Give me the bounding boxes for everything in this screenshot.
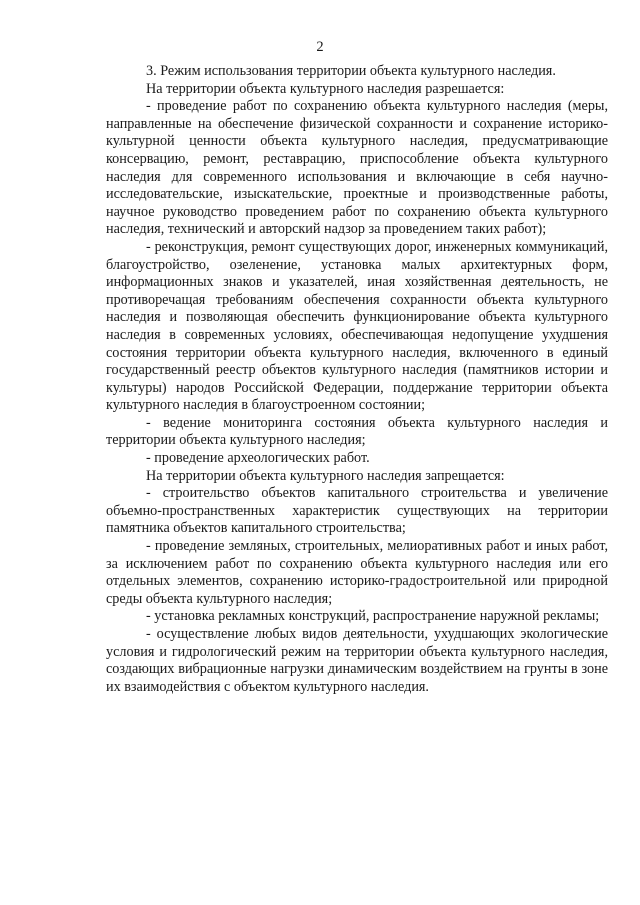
prohibited-item: - установка рекламных конструкций, распространение наружной рекламы;	[146, 608, 600, 625]
permitted-intro: На территории объекта культурного наследия разрешается:	[146, 80, 505, 97]
prohibited-intro: На территории объекта культурного наследия запрещается:	[146, 467, 505, 484]
document-body	[106, 63, 608, 696]
section-heading: 3. Режим использования территории объекта культурного наследия.	[146, 63, 556, 79]
page-number: 2	[316, 39, 324, 55]
permitted-item: - реконструкция, ремонт существующих дорог, инженерных коммуникаций, благоустройство, озеленение, установка малых архитектурных форм, информационных знаков и указателей, иная хозяйственная деятельность, не противоречащая требованиям обеспечения сохранности объекта культурного наследия и позволяющая обеспечить функционирование объекта культурного наследия в современных условиях, обеспечивающая недопущение ухудшения состояния территории объекта культурного наследия, включенного в единый государственный реестр объектов культурного наследия (памятников истории и культуры) народов Российской Федерации, поддержание территории объекта культурного наследия в благоустроенном состоянии;	[106, 238, 608, 414]
permitted-item: - ведение мониторинга состояния объекта культурного наследия и территории объекта культурного наследия;	[106, 414, 608, 449]
prohibited-item: - строительство объектов капитального строительства и увеличение объемно-пространственных характеристик существующих на территории памятника объектов капитального строительства;	[106, 485, 608, 537]
prohibited-item: - осуществление любых видов деятельности, ухудшающих экологические условия и гидрологический режим на территории объекта культурного наследия, создающих вибрационные нагрузки динамическим воздействием на грунты в зоне их взаимодействия с объектом культурного наследия.	[106, 626, 608, 695]
permitted-item: - проведение археологических работ.	[146, 450, 370, 467]
prohibited-item: - проведение земляных, строительных, мелиоративных работ и иных работ, за исключением работ по сохранению объекта культурного наследия или его отдельных элементов, сохранению историко-градостроительной или природной среды объекта культурного наследия;	[106, 538, 608, 607]
permitted-item: - проведение работ по сохранению объекта культурного наследия (меры, направленные на обеспечение физической сохранности и сохранение историко-культурной ценности объекта культурного наследия, предусматривающие консервацию, ремонт, реставрацию, приспособление объекта культурного наследия для современного использования и включающие в себя научно-исследовательские, изыскательские, проектные и производственные работы, научное руководство проведением работ по сохранению объекта культурного наследия, технический и авторский надзор за проведением таких работ);	[106, 98, 608, 238]
